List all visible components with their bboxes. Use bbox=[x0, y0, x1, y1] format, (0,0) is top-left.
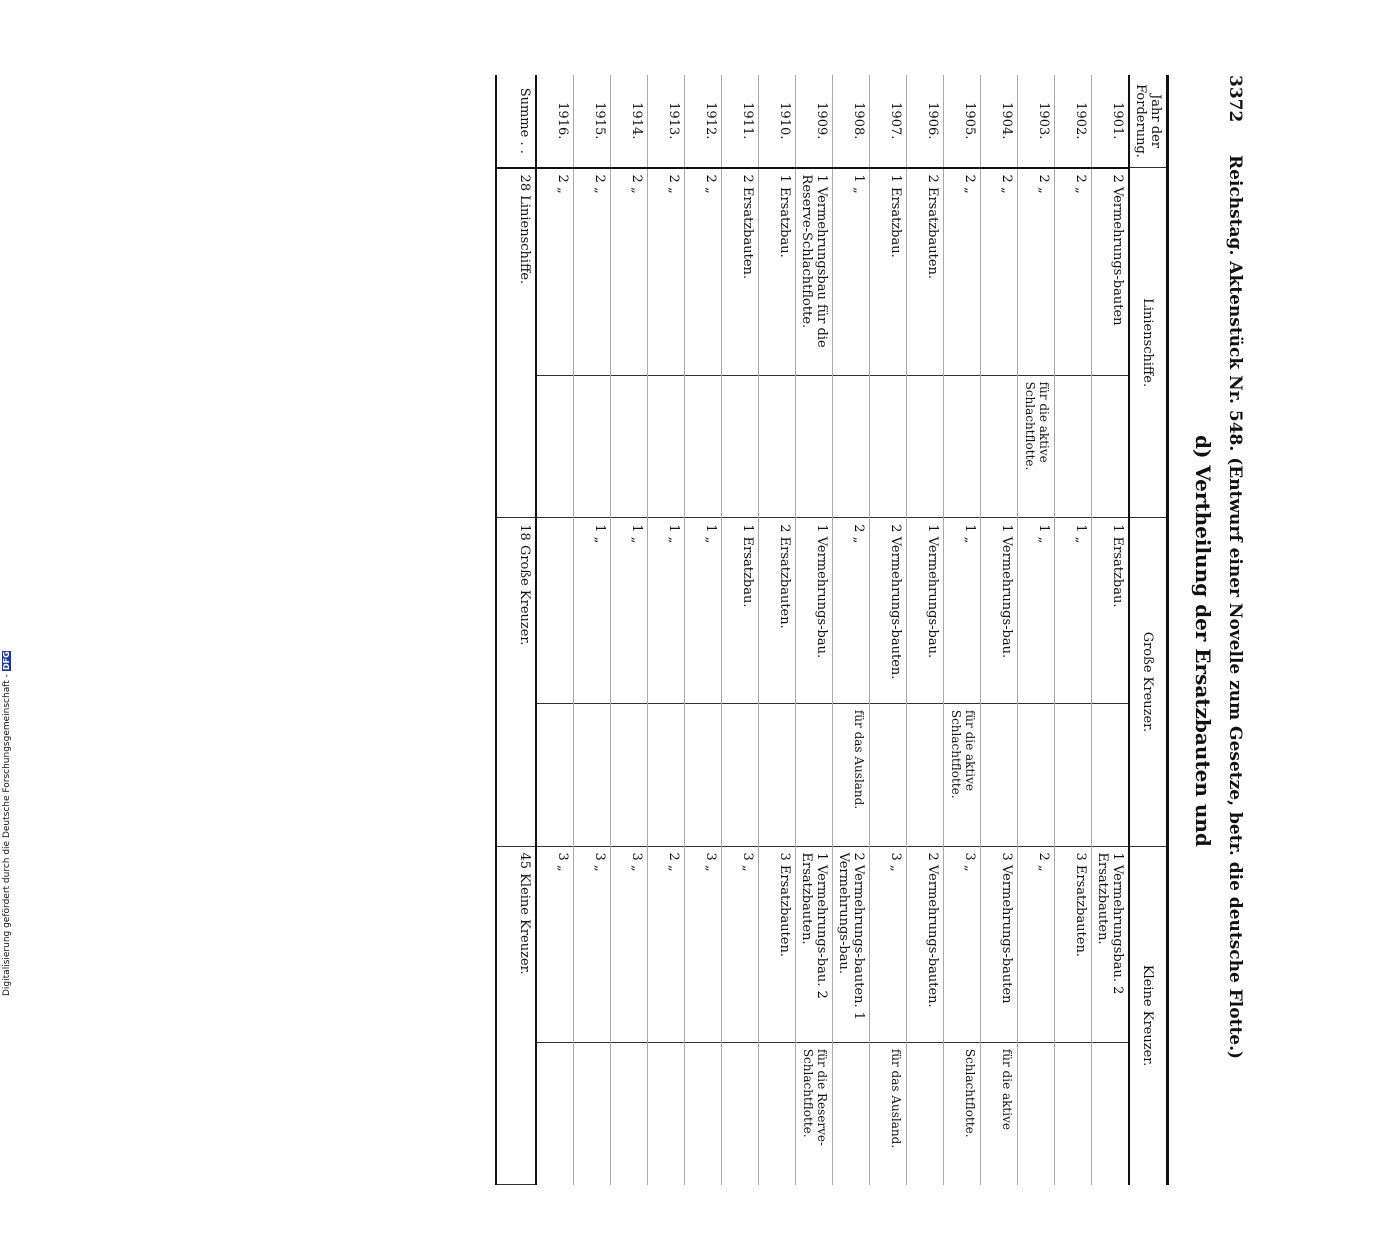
page-number: 3372 bbox=[1225, 75, 1245, 123]
battleships-note bbox=[907, 375, 944, 518]
battleships-note bbox=[536, 375, 574, 518]
column-header-year: Jahr der Forderung. bbox=[1129, 75, 1168, 168]
battleships-note bbox=[759, 375, 796, 518]
small-cruisers-cell: 3 „ bbox=[685, 846, 722, 1042]
table-row bbox=[981, 75, 1018, 1185]
large-cruisers-cell: 1 „ bbox=[1055, 518, 1092, 704]
small-cruisers-cell: 2 „ bbox=[648, 846, 685, 1042]
small-cruisers-note bbox=[759, 1042, 796, 1184]
small-cruisers-note bbox=[722, 1042, 759, 1184]
battleships-note bbox=[574, 375, 611, 518]
year-cell: 1909. bbox=[796, 75, 833, 168]
table-row bbox=[833, 75, 870, 1185]
sum-label: Summe . . bbox=[496, 75, 536, 168]
small-cruisers-cell: 3 Ersatzbauten. bbox=[759, 846, 796, 1042]
large-cruisers-note bbox=[574, 703, 611, 846]
sum-battleships: 28 Linienschiffe. bbox=[496, 168, 536, 518]
battleships-cell: 2 „ bbox=[1055, 168, 1092, 376]
small-cruisers-note bbox=[1055, 1042, 1092, 1184]
section-title: d) Vertheilung der Ersatzbauten und bbox=[1191, 435, 1215, 847]
battleships-cell: 2 „ bbox=[611, 168, 648, 376]
battleships-note bbox=[722, 375, 759, 518]
battleships-note: für die aktive Schlachtflotte. bbox=[1018, 375, 1055, 518]
year-cell: 1903. bbox=[1018, 75, 1055, 168]
year-cell: 1904. bbox=[981, 75, 1018, 168]
battleships-cell: 2 „ bbox=[574, 168, 611, 376]
battleships-note bbox=[648, 375, 685, 518]
large-cruisers-note bbox=[1092, 703, 1130, 846]
column-header-large-cruisers: Große Kreuzer. bbox=[1129, 518, 1168, 846]
small-cruisers-note: Schlachtflotte. bbox=[944, 1042, 981, 1184]
small-cruisers-note: für die Reserve-Schlachtflotte. bbox=[796, 1042, 833, 1184]
battleships-cell: 2 „ bbox=[1018, 168, 1055, 376]
small-cruisers-cell: 3 „ bbox=[870, 846, 907, 1042]
large-cruisers-cell: 1 Ersatzbau. bbox=[1092, 518, 1130, 704]
large-cruisers-cell: 1 „ bbox=[648, 518, 685, 704]
battleships-cell: 2 „ bbox=[685, 168, 722, 376]
large-cruisers-note bbox=[907, 703, 944, 846]
battleships-cell: 2 Vermehrungs-bauten bbox=[1092, 168, 1130, 376]
battleships-note bbox=[1055, 375, 1092, 518]
footer-credit bbox=[2, 606, 14, 996]
year-cell: 1915. bbox=[574, 75, 611, 168]
small-cruisers-note bbox=[648, 1042, 685, 1184]
document-page bbox=[95, 75, 1245, 1149]
year-cell: 1916. bbox=[536, 75, 574, 168]
small-cruisers-note bbox=[685, 1042, 722, 1184]
battleships-note bbox=[611, 375, 648, 518]
year-cell: 1910. bbox=[759, 75, 796, 168]
small-cruisers-cell: 3 „ bbox=[574, 846, 611, 1042]
year-cell: 1911. bbox=[722, 75, 759, 168]
table-row bbox=[944, 75, 981, 1185]
large-cruisers-note: für das Ausland. bbox=[833, 703, 870, 846]
large-cruisers-note bbox=[796, 703, 833, 846]
table-row bbox=[722, 75, 759, 1185]
small-cruisers-cell: 3 Vermehrungs-bauten bbox=[981, 846, 1018, 1042]
small-cruisers-cell: 1 Vermehrungs-bau. 2 Ersatzbauten. bbox=[796, 846, 833, 1042]
small-cruisers-note bbox=[574, 1042, 611, 1184]
sum-row bbox=[496, 75, 536, 1185]
small-cruisers-cell: 3 „ bbox=[536, 846, 574, 1042]
table-row bbox=[574, 75, 611, 1185]
battleships-note bbox=[685, 375, 722, 518]
large-cruisers-note bbox=[981, 703, 1018, 846]
battleships-cell: 2 Ersatzbauten. bbox=[722, 168, 759, 376]
large-cruisers-cell bbox=[536, 518, 574, 704]
battleships-cell: 2 Ersatzbauten. bbox=[907, 168, 944, 376]
battleships-note bbox=[1092, 375, 1130, 518]
table-row bbox=[1055, 75, 1092, 1185]
large-cruisers-note bbox=[685, 703, 722, 846]
year-cell: 1912. bbox=[685, 75, 722, 168]
table-header-row bbox=[1129, 75, 1168, 1185]
small-cruisers-cell: 3 „ bbox=[944, 846, 981, 1042]
table-body bbox=[496, 75, 1129, 1185]
year-cell: 1913. bbox=[648, 75, 685, 168]
small-cruisers-note bbox=[536, 1042, 574, 1184]
large-cruisers-cell: 2 Ersatzbauten. bbox=[759, 518, 796, 704]
large-cruisers-note bbox=[611, 703, 648, 846]
large-cruisers-note bbox=[759, 703, 796, 846]
large-cruisers-note bbox=[1018, 703, 1055, 846]
large-cruisers-cell: 2 Vermehrungs-bauten. bbox=[870, 518, 907, 704]
small-cruisers-cell: 2 Vermehrungs-bauten. 1 Vermehrungs-bau. bbox=[833, 846, 870, 1042]
small-cruisers-note: für die aktive bbox=[981, 1042, 1018, 1184]
battleships-cell: 1 Ersatzbau. bbox=[759, 168, 796, 376]
battleships-note bbox=[833, 375, 870, 518]
battleships-cell: 1 Vermehrungsbau für die Reserve-Schlachtflotte. bbox=[796, 168, 833, 376]
small-cruisers-note bbox=[907, 1042, 944, 1184]
small-cruisers-note: für das Ausland. bbox=[870, 1042, 907, 1184]
large-cruisers-cell: 1 „ bbox=[1018, 518, 1055, 704]
large-cruisers-note bbox=[722, 703, 759, 846]
large-cruisers-cell: 1 Ersatzbau. bbox=[722, 518, 759, 704]
sum-small-cruisers: 45 Kleine Kreuzer. bbox=[496, 846, 536, 1184]
table-row bbox=[1092, 75, 1130, 1185]
large-cruisers-cell: 2 „ bbox=[833, 518, 870, 704]
page-title: Reichstag. Aktenstück Nr. 548. (Entwurf einer Novelle zum Gesetze, betr. die deutsche Flotte.) bbox=[1225, 155, 1245, 1060]
large-cruisers-cell: 1 „ bbox=[574, 518, 611, 704]
small-cruisers-cell: 3 Ersatzbauten. bbox=[1055, 846, 1092, 1042]
battleships-cell: 2 „ bbox=[944, 168, 981, 376]
battleships-cell: 2 „ bbox=[981, 168, 1018, 376]
large-cruisers-note bbox=[870, 703, 907, 846]
small-cruisers-note bbox=[1018, 1042, 1055, 1184]
battleships-note bbox=[981, 375, 1018, 518]
column-header-battleships: Linienschiffe. bbox=[1129, 168, 1168, 518]
year-cell: 1914. bbox=[611, 75, 648, 168]
large-cruisers-cell: 1 Vermehrungs-bau. bbox=[981, 518, 1018, 704]
small-cruisers-cell: 2 „ bbox=[1018, 846, 1055, 1042]
battleships-cell: 1 Ersatzbau. bbox=[870, 168, 907, 376]
small-cruisers-note bbox=[611, 1042, 648, 1184]
year-cell: 1907. bbox=[870, 75, 907, 168]
large-cruisers-note bbox=[1055, 703, 1092, 846]
large-cruisers-note: für die aktive Schlachtflotte. bbox=[944, 703, 981, 846]
small-cruisers-cell: 1 Vermehrungsbau. 2 Ersatzbauten. bbox=[1092, 846, 1130, 1042]
battleships-cell: 1 „ bbox=[833, 168, 870, 376]
table-row bbox=[685, 75, 722, 1185]
battleships-cell: 2 „ bbox=[536, 168, 574, 376]
year-cell: 1905. bbox=[944, 75, 981, 168]
table-row bbox=[796, 75, 833, 1185]
distribution-table bbox=[495, 75, 1169, 1185]
table-row bbox=[907, 75, 944, 1185]
table-row bbox=[536, 75, 574, 1185]
table-row bbox=[648, 75, 685, 1185]
year-cell: 1906. bbox=[907, 75, 944, 168]
battleships-note bbox=[944, 375, 981, 518]
large-cruisers-note bbox=[536, 703, 574, 846]
table-row bbox=[870, 75, 907, 1185]
footer-text: Digitalisierung gefördert durch die Deutsche Forschungsgemeinschaft - bbox=[2, 674, 12, 996]
year-cell: 1908. bbox=[833, 75, 870, 168]
large-cruisers-cell: 1 Vermehrungs-bau. bbox=[796, 518, 833, 704]
battleships-note bbox=[870, 375, 907, 518]
table-row bbox=[1018, 75, 1055, 1185]
battleships-cell: 2 „ bbox=[648, 168, 685, 376]
small-cruisers-cell: 3 „ bbox=[722, 846, 759, 1042]
large-cruisers-cell: 1 „ bbox=[944, 518, 981, 704]
large-cruisers-note bbox=[648, 703, 685, 846]
small-cruisers-cell: 3 „ bbox=[611, 846, 648, 1042]
small-cruisers-cell: 2 Vermehrungs-bauten. bbox=[907, 846, 944, 1042]
small-cruisers-note bbox=[833, 1042, 870, 1184]
large-cruisers-cell: 1 „ bbox=[685, 518, 722, 704]
sum-large-cruisers: 18 Große Kreuzer. bbox=[496, 518, 536, 846]
table-row bbox=[611, 75, 648, 1185]
large-cruisers-cell: 1 „ bbox=[611, 518, 648, 704]
column-header-small-cruisers: Kleine Kreuzer. bbox=[1129, 846, 1168, 1184]
dfg-logo: DFG bbox=[2, 651, 11, 671]
battleships-note bbox=[796, 375, 833, 518]
year-cell: 1902. bbox=[1055, 75, 1092, 168]
small-cruisers-note bbox=[1092, 1042, 1130, 1184]
year-cell: 1901. bbox=[1092, 75, 1130, 168]
table-row bbox=[759, 75, 796, 1185]
large-cruisers-cell: 1 Vermehrungs-bau. bbox=[907, 518, 944, 704]
